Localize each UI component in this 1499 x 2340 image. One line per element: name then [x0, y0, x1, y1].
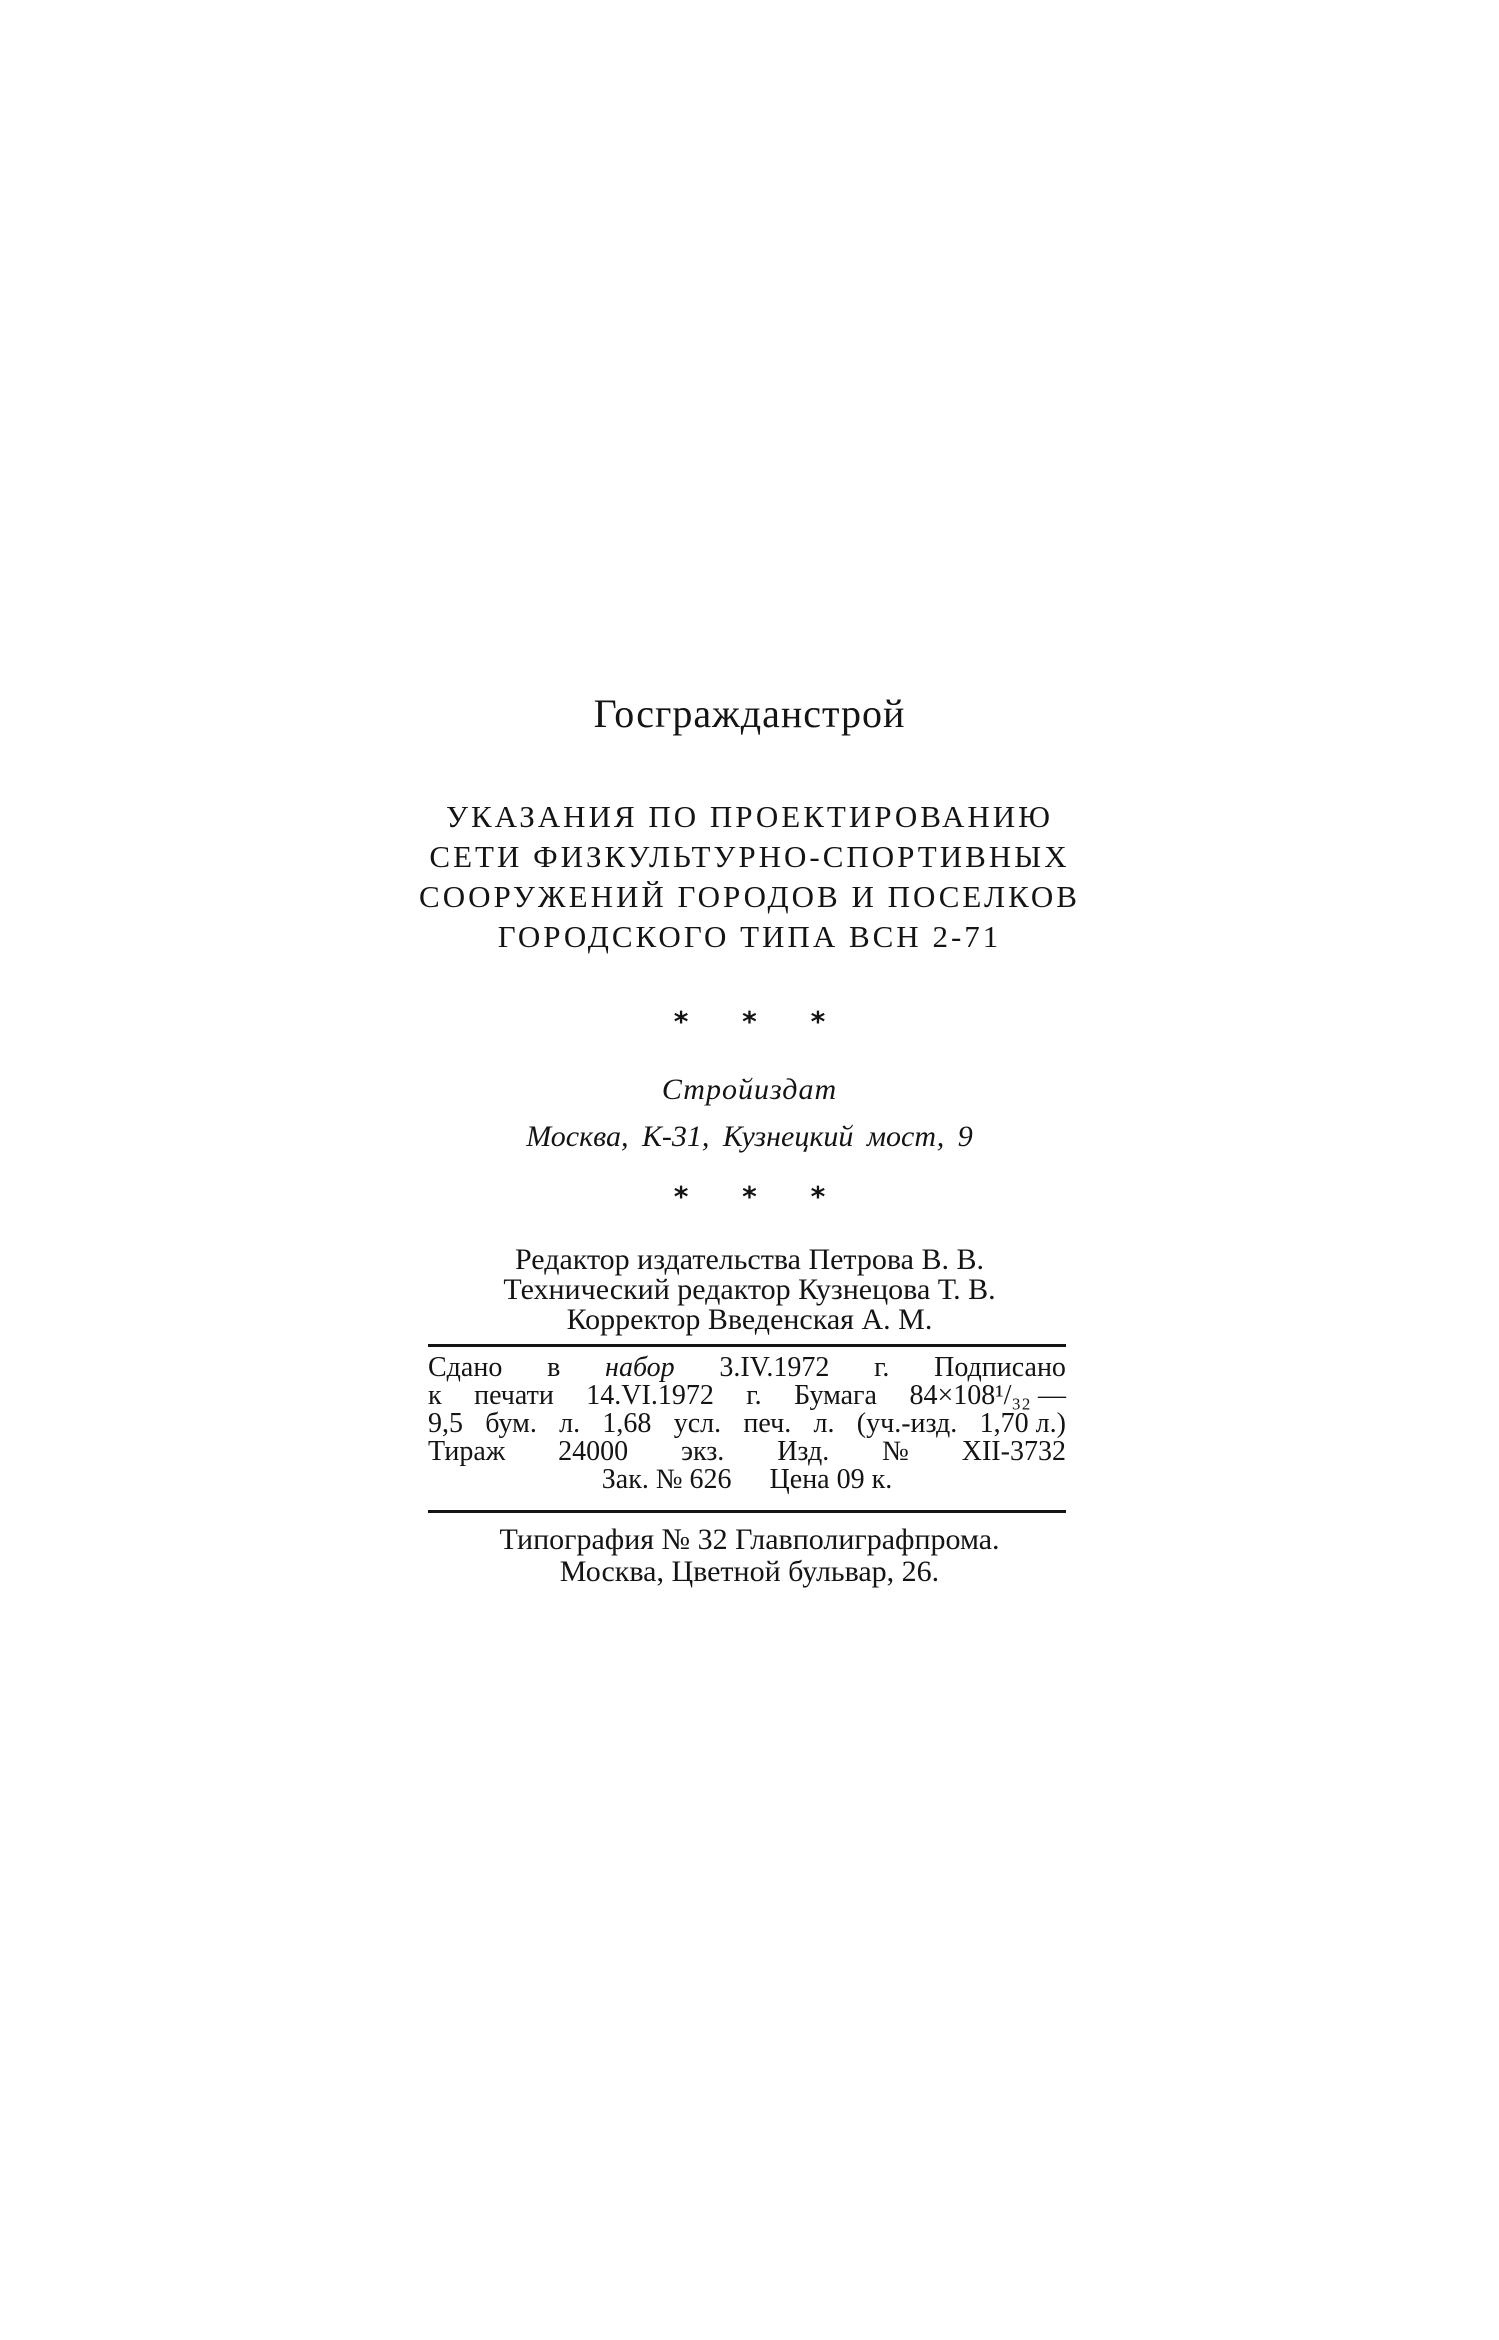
imprint-word: (уч.-изд. [856, 1408, 958, 1439]
separator-stars: * * * [673, 1180, 848, 1213]
imprint-word: печ. [743, 1408, 792, 1439]
publisher-name: Стройиздат [661, 1073, 838, 1106]
imprint-word: 24000 [558, 1436, 629, 1467]
organization-name: Госгражданстрой [593, 691, 906, 736]
title-line: ГОРОДСКОГО ТИПА ВСН 2-71 [497, 919, 1002, 954]
separator-stars: * * * [673, 1005, 848, 1038]
editor-credit: Редактор издательства Петрова В. В. [515, 1243, 984, 1276]
imprint-word: 84×108¹/₃₂ — [909, 1380, 1066, 1411]
imprint-word: Бумага [794, 1380, 877, 1411]
imprint-word: к [428, 1380, 442, 1411]
imprint-block [428, 1354, 1066, 1494]
imprint-word: 14.VI.1972 [586, 1380, 714, 1411]
imprint-line-3 [428, 1410, 1066, 1438]
imprint-word: л. [813, 1408, 835, 1439]
imprint-word: 9,5 [428, 1408, 463, 1439]
price: Цена 09 к. [769, 1464, 893, 1495]
imprint-line-1 [428, 1354, 1066, 1382]
staff-credits [0, 1245, 1499, 1335]
imprint-word: экз. [680, 1436, 725, 1467]
imprint-word: Подписано [934, 1352, 1066, 1383]
title-line: СООРУЖЕНИЙ ГОРОДОВ И ПОСЕЛКОВ [419, 879, 1080, 914]
divider-rule [428, 1344, 1066, 1347]
imprint-word: бум. [485, 1408, 537, 1439]
printer-address: Москва, Цветной бульвар, 26. [559, 1555, 940, 1588]
imprint-word: 3.IV.1972 [719, 1352, 830, 1383]
imprint-word: печати [474, 1380, 554, 1411]
imprint-word: 1,68 [602, 1408, 652, 1439]
imprint-word: л. [559, 1408, 581, 1439]
imprint-word: г. [746, 1380, 762, 1411]
imprint-word: 1,70 л.) [979, 1408, 1066, 1439]
document-title [0, 797, 1499, 957]
order-number: Зак. № 626 [601, 1464, 732, 1495]
imprint-word: в [547, 1352, 561, 1383]
imprint-word: Сдано [428, 1352, 503, 1383]
imprint-line-5 [428, 1466, 1066, 1494]
imprint-word: № [882, 1436, 909, 1467]
tech-editor-credit: Технический редактор Кузнецова Т. В. [503, 1273, 996, 1306]
title-line: СЕТИ ФИЗКУЛЬТУРНО-СПОРТИВНЫХ [429, 839, 1070, 874]
imprint-word: XII-3732 [961, 1436, 1066, 1467]
printer-info [0, 1524, 1499, 1588]
title-line: УКАЗАНИЯ ПО ПРОЕКТИРОВАНИЮ [446, 799, 1053, 834]
imprint-line-4 [428, 1438, 1066, 1466]
imprint-line-2 [428, 1382, 1066, 1410]
imprint-word: г. [874, 1352, 890, 1383]
divider-rule [428, 1510, 1066, 1513]
publisher-address: Москва, К-31, Кузнецкий мост, 9 [526, 1120, 973, 1153]
proofreader-credit: Корректор Введенская А. М. [566, 1303, 933, 1336]
imprint-word: усл. [673, 1408, 722, 1439]
imprint-word: Тираж [428, 1436, 506, 1467]
imprint-word: набор [605, 1352, 675, 1383]
printer-name: Типография № 32 Главполиграфпрома. [499, 1523, 1000, 1556]
imprint-word: Изд. [777, 1436, 830, 1467]
